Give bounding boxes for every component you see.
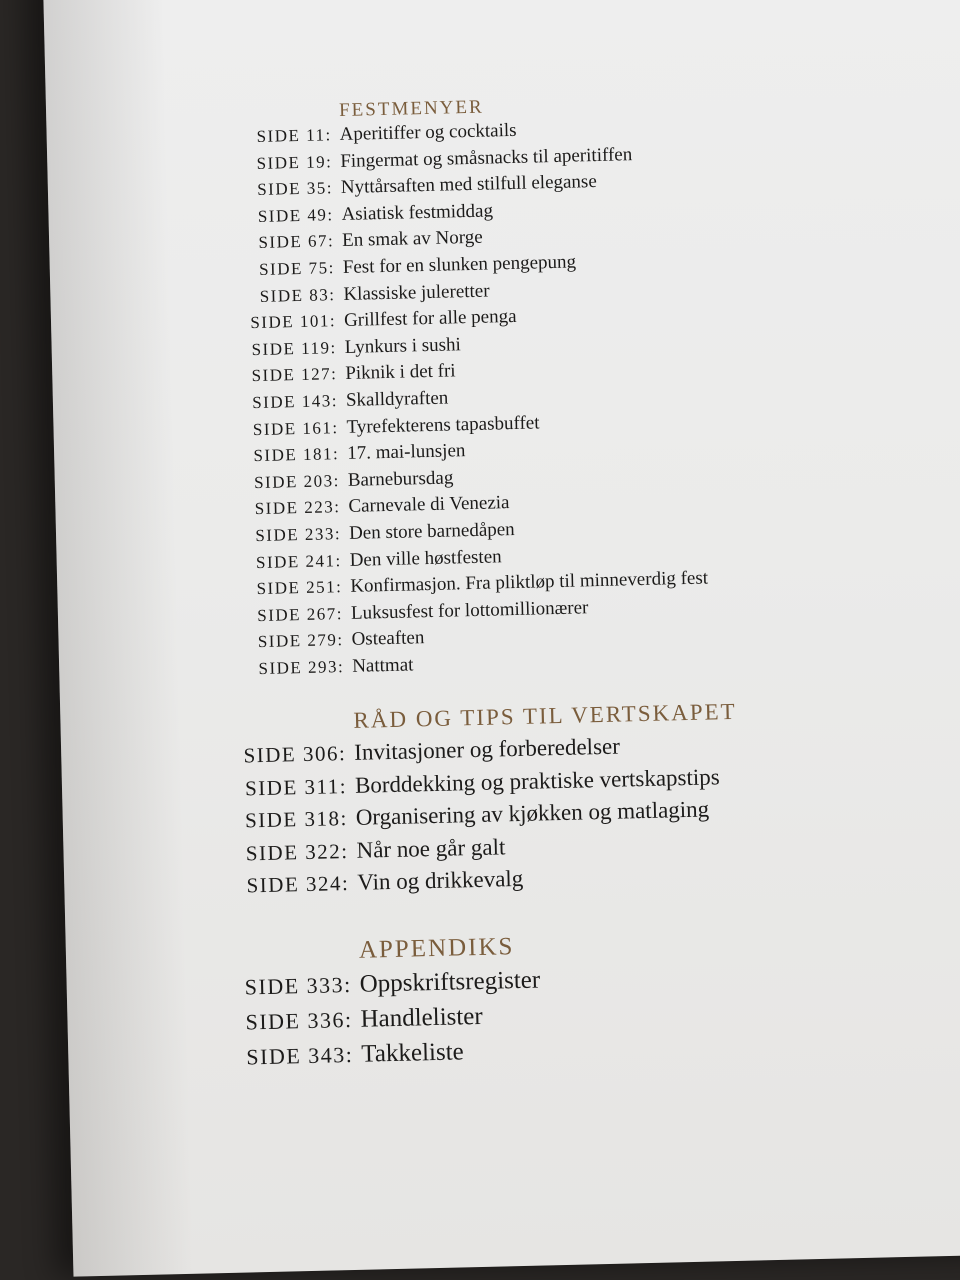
chapter-title: Klassiske juleretter [343, 280, 490, 305]
section-heading: RÅD OG TIPS TIL VERTSKAPET [353, 699, 737, 734]
chapter-title: Invitasjoner og forberedelser [353, 734, 621, 766]
section-festmenyer [186, 89, 840, 686]
page-gutter-shadow [43, 0, 194, 1277]
entry-list [186, 113, 839, 686]
page-reference: SIDE 233: [255, 523, 342, 546]
chapter-title: Piknik i det fri [345, 360, 456, 385]
page-reference: SIDE 324: [246, 871, 350, 898]
chapter-title: En smak av Norge [341, 227, 483, 252]
page-reference: SIDE 318: [244, 806, 349, 833]
page-reference: SIDE 143: [251, 391, 339, 413]
chapter-title: Lynkurs i sushi [344, 333, 462, 358]
page-reference: SIDE 101: [250, 311, 337, 333]
chapter-title: Aperitiffer og cocktails [339, 119, 517, 146]
chapter-title: Organisering av kjøkken og matlaging [355, 796, 710, 831]
book-page [43, 0, 960, 1277]
section-rad-og-tips [200, 697, 844, 907]
page-reference: SIDE 203: [253, 470, 341, 492]
chapter-title: Grillfest for alle penga [343, 306, 517, 332]
page-reference: SIDE 223: [254, 497, 341, 519]
chapter-title: Skalldyraften [345, 387, 449, 411]
page-reference: SIDE 119: [251, 337, 337, 359]
page-reference: SIDE 293: [258, 656, 345, 678]
page-reference: SIDE 67: [258, 231, 335, 253]
chapter-title: Den ville høstfesten [349, 545, 502, 571]
chapter-title: Handlelister [360, 1002, 483, 1033]
chapter-title: Takkeliste [361, 1038, 465, 1068]
page-reference: SIDE 322: [245, 838, 349, 866]
page-reference: SIDE 35: [256, 178, 334, 200]
chapter-title: Borddekking og praktiske vertskapstips [354, 764, 720, 798]
page-reference: SIDE 267: [257, 603, 344, 625]
chapter-title: Fest for en slunken pengepung [342, 251, 577, 278]
page-reference: SIDE 251: [256, 577, 343, 599]
chapter-title: Asiatisk festmiddag [341, 200, 494, 225]
page-reference: SIDE 161: [252, 417, 339, 439]
chapter-title: Når noe går galt [356, 834, 506, 863]
chapter-title: Nattmat [351, 654, 414, 677]
page-reference: SIDE 241: [255, 550, 342, 572]
page-reference: SIDE 181: [253, 444, 340, 466]
chapter-title: Carnevale di Venezia [348, 492, 510, 518]
chapter-title: Barnebursdag [347, 467, 454, 491]
page-reference: SIDE 343: [246, 1041, 354, 1070]
page-reference: SIDE 127: [251, 364, 338, 386]
chapter-title: Vin og drikkevalg [357, 866, 524, 896]
section-appendiks [206, 925, 849, 1079]
page-reference: SIDE 306: [243, 741, 347, 768]
chapter-title: Nyttårsaften med stilfull eleganse [340, 171, 597, 199]
chapter-title: Den store barnedåpen [348, 518, 515, 544]
entry-list [206, 959, 848, 1079]
table-of-contents [186, 89, 849, 1080]
chapter-title: Fingermat og småsnacks til aperitiffen [340, 143, 633, 172]
chapter-title: Luksusfest for lottomillionærer [350, 596, 589, 624]
chapter-title: 17. mai-lunsjen [346, 440, 466, 465]
entry-list [201, 729, 845, 907]
section-heading: FESTMENYER [338, 96, 484, 122]
page-reference: SIDE 311: [244, 773, 348, 801]
page-reference: SIDE 11: [256, 125, 332, 146]
page-reference: SIDE 19: [256, 151, 333, 173]
chapter-title: Tyrefekterens tapasbuffet [346, 411, 540, 438]
page-reference: SIDE 279: [257, 630, 344, 652]
chapter-title: Osteaften [351, 627, 425, 651]
page-reference: SIDE 336: [245, 1006, 353, 1035]
page-reference: SIDE 83: [259, 284, 336, 306]
page-reference: SIDE 333: [244, 971, 352, 1000]
chapter-title: Oppskriftsregister [359, 966, 541, 998]
chapter-title: Konfirmasjon. Fra pliktløp til minneverdig fest [350, 567, 709, 597]
page-reference: SIDE 75: [258, 258, 336, 279]
page-reference: SIDE 49: [257, 204, 334, 226]
section-heading: APPENDIKS [358, 933, 515, 964]
